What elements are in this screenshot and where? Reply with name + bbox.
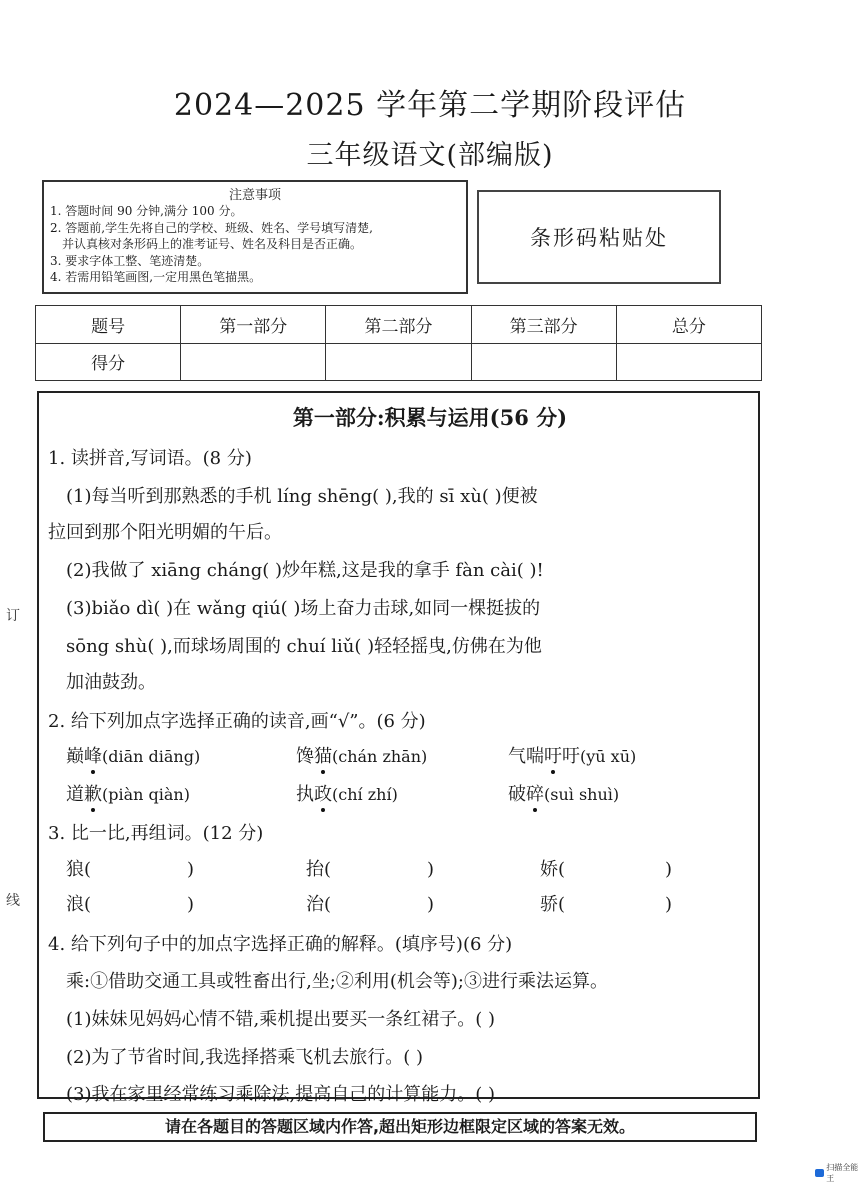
q2-item: 执政(chí zhí) xyxy=(296,780,398,806)
score-table xyxy=(35,305,762,381)
scanner-logo xyxy=(815,1162,860,1184)
notice-line: 3. 要求字体工整、笔迹清楚。 xyxy=(50,253,210,268)
q1-line: (1)每当听到那熟悉的手机 líng shēng( ),我的 sī xù( )便被 xyxy=(66,486,538,507)
score-cell[interactable] xyxy=(181,343,326,381)
score-row-label: 得分 xyxy=(36,343,181,381)
dotted-char: 猫 xyxy=(314,742,332,768)
q4-sentence: (3)我在家里经常练习乘除法,提高自己的计算能力。( ) xyxy=(66,1084,495,1105)
q3-item[interactable]: 浪( ) xyxy=(66,894,195,915)
q2-item: 气喘吁吁(yū xū) xyxy=(508,742,636,768)
q1-line: 拉回到那个阳光明媚的午后。 xyxy=(48,522,282,543)
binding-mark: 线 xyxy=(6,893,20,909)
q2-item: 道歉(piàn qiàn) xyxy=(66,780,190,806)
barcode-area xyxy=(477,190,721,284)
score-header-cell: 题号 xyxy=(36,306,181,344)
exam-title: 2024—2025 学年第二学期阶段评估 xyxy=(173,88,687,123)
q1-line: 加油鼓劲。 xyxy=(66,672,156,693)
notice-box xyxy=(42,180,468,294)
barcode-label: 条形码粘贴处 xyxy=(530,226,668,250)
dotted-char: 碎 xyxy=(526,780,544,806)
notice-line: 1. 答题时间 90 分钟,满分 100 分。 xyxy=(50,204,243,218)
q2-stem: 2. 给下列加点字选择正确的读音,画“√”。(6 分) xyxy=(48,711,426,732)
score-cell[interactable] xyxy=(326,343,471,381)
notice-line: 2. 答题前,学生先将自己的学校、班级、姓名、学号填写清楚, xyxy=(50,220,373,235)
binding-mark: 订 xyxy=(6,608,20,624)
q3-stem: 3. 比一比,再组词。(12 分) xyxy=(48,823,264,844)
dotted-char: 吁 xyxy=(544,742,562,768)
q3-item[interactable]: 娇( ) xyxy=(540,859,673,880)
score-header-cell: 总分 xyxy=(616,306,761,344)
q4-definition: 乘:①借助交通工具或牲畜出行,坐;②利用(机会等);③进行乘法运算。 xyxy=(66,971,608,992)
q1-line: (2)我做了 xiāng cháng( )炒年糕,这是我的拿手 fàn cài( )! xyxy=(66,560,544,581)
dotted-char: 歉 xyxy=(84,780,102,806)
q1-line: sōng shù( ),而球场周围的 chuí liǔ( )轻轻摇曳,仿佛在为他 xyxy=(66,636,542,657)
score-cell[interactable] xyxy=(471,343,616,381)
score-header-cell: 第一部分 xyxy=(181,306,326,344)
answer-region-note: 请在各题目的答题区域内作答,超出矩形边框限定区域的答案无效。 xyxy=(43,1112,757,1142)
q3-item[interactable]: 治( ) xyxy=(306,894,435,915)
score-cell[interactable] xyxy=(616,343,761,381)
notice-title: 注意事项 xyxy=(228,188,281,203)
notice-line: 并认真核对条形码上的准考证号、姓名及科目是否正确。 xyxy=(62,237,363,251)
q3-item[interactable]: 抬( ) xyxy=(306,859,435,880)
dotted-char: 政 xyxy=(314,780,332,806)
q4-sentence: (2)为了节省时间,我选择搭乘飞机去旅行。( ) xyxy=(66,1047,423,1068)
q2-item: 巅峰(diān diāng) xyxy=(66,742,200,768)
q3-item[interactable]: 骄( ) xyxy=(540,894,673,915)
q1-stem: 1. 读拼音,写词语。(8 分) xyxy=(48,448,252,469)
q4-stem: 4. 给下列句子中的加点字选择正确的解释。(填序号)(6 分) xyxy=(48,934,513,955)
score-header-cell: 第三部分 xyxy=(471,306,616,344)
scanner-logo-text: 扫描全能王 xyxy=(826,1163,859,1183)
q2-item: 破碎(suì shuì) xyxy=(508,780,619,806)
notice-line: 4. 若需用铅笔画图,一定用黑色笔描黑。 xyxy=(50,270,262,284)
q2-item: 馋猫(chán zhān) xyxy=(296,742,427,768)
q4-sentence: (1)妹妹见妈妈心情不错,乘机提出要买一条红裙子。( ) xyxy=(66,1009,495,1030)
q3-item[interactable]: 狼( ) xyxy=(66,859,195,880)
exam-subtitle: 三年级语文(部编版) xyxy=(306,140,554,171)
scanner-app-icon xyxy=(815,1169,824,1177)
part1-title: 第一部分:积累与运用(56 分) xyxy=(292,405,568,430)
dotted-char: 峰 xyxy=(84,742,102,768)
score-header-cell: 第二部分 xyxy=(326,306,471,344)
q1-line: (3)biǎo dì( )在 wǎng qiú( )场上奋力击球,如同一棵挺拔的 xyxy=(66,598,541,619)
